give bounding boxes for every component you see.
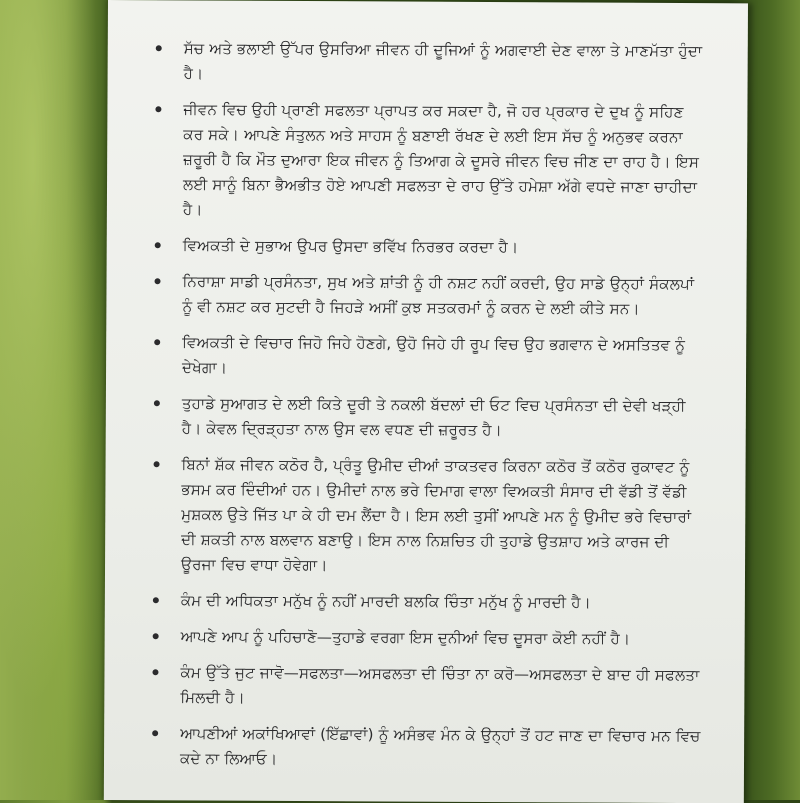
bullet-icon bbox=[153, 597, 159, 603]
bullet-icon bbox=[154, 339, 160, 345]
list-item bbox=[145, 588, 705, 616]
list-item bbox=[146, 391, 706, 444]
book-page bbox=[104, 0, 748, 803]
item-text: ਜੀਵਨ ਵਿਚ ਉਹੀ ਪ੍ਰਾਣੀ ਸਫਲਤਾ ਪ੍ਰਾਪਤ ਕਰ ਸਕਦਾ ਹੈ, ਜੋ ਹਰ ਪ੍ਰਕਾਰ ਦੇ ਦੁਖ ਨੂੰ ਸਹਿਣ ਕਰ ਸਕੇ। ਆਪਣੇ ਸੰਤੁਲਨ ਅਤੇ ਸਾਹਸ ਨੂੰ ਬਣਾਈ ਰੱਖਣ ਦੇ ਲਈ ਇਸ ਸੱਚ ਨੂੰ ਅਨੁਭਵ ਕਰਨਾ ਜ਼ਰੂਰੀ ਹੈ ਕਿ ਮੌਤ ਦੁਆਰਾ ਇਕ ਜੀਵਨ ਨੂੰ ਤਿਆਗ ਕੇ ਦੂਸਰੇ ਜੀਵਨ ਵਿਚ ਜੀਣ ਦਾ ਰਾਹ ਹੈ। ਇਸ ਲਈ ਸਾਨੂੰ ਬਿਨਾ ਭੈਅਭੀਤ ਹੋਏ ਆਪਣੀ ਸਫਲਤਾ ਦੇ ਰਾਹ ਉੱਤੇ ਹਮੇਸ਼ਾ ਅੱਗੇ ਵਧਦੇ ਜਾਣਾ ਚਾਹੀਦਾ ਹੈ। bbox=[182, 100, 700, 219]
list-item bbox=[147, 233, 707, 261]
item-text: ਸੱਚ ਅਤੇ ਭਲਾਈ ਉੱਪਰ ਉਸਰਿਆ ਜੀਵਨ ਹੀ ਦੂਜਿਆਂ ਨੂੰ ਅਗਵਾਈ ਦੇਣ ਵਾਲਾ ਤੇ ਮਾਣਮੱਤਾ ਹੁੰਦਾ ਹੈ। bbox=[183, 39, 703, 83]
item-text: ਵਿਅਕਤੀ ਦੇ ਵਿਚਾਰ ਜਿਹੋ ਜਿਹੇ ਹੋਣਗੇ, ਉਹੋ ਜਿਹੇ ਹੀ ਰੂਪ ਵਿਚ ਉਹ ਭਗਵਾਨ ਦੇ ਅਸਤਿਤਵ ਨੂੰ ਦੇਖੇਗਾ। bbox=[182, 333, 686, 377]
bullet-icon bbox=[154, 400, 160, 406]
item-text: ਆਪਣੇ ਆਪ ਨੂੰ ਪਹਿਚਾਣੋ—ਤੁਹਾਡੇ ਵਰਗਾ ਇਸ ਦੁਨੀਆਂ ਵਿਚ ਦੂਸਰਾ ਕੋਈ ਨਹੀਂ ਹੈ। bbox=[180, 627, 631, 648]
list-item bbox=[146, 330, 706, 383]
bullet-icon bbox=[154, 461, 160, 467]
item-text: ਵਿਅਕਤੀ ਦੇ ਸੁਭਾਅ ਉਪਰ ਉਸਦਾ ਭਵਿੱਖ ਨਿਰਭਰ ਕਰਦਾ ਹੈ। bbox=[182, 236, 519, 257]
list-item bbox=[147, 97, 708, 225]
list-item bbox=[146, 269, 706, 322]
bullet-icon bbox=[156, 45, 162, 51]
list-item bbox=[145, 624, 705, 652]
grass-background-left bbox=[0, 0, 110, 800]
bullet-icon bbox=[152, 730, 158, 736]
item-text: ਆਪਣੀਆਂ ਅਕਾਂਖਿਆਵਾਂ (ਇੱਛਾਵਾਂ) ਨੂੰ ਅਸੰਭਵ ਮੰਨ ਕੇ ਉਨ੍ਹਾਂ ਤੋਂ ਹਟ ਜਾਣ ਦਾ ਵਿਚਾਰ ਮਨ ਵਿਚ ਕਦੇ ਨਾ ਲਿਆਓ। bbox=[179, 724, 701, 768]
bullet-icon bbox=[152, 669, 158, 675]
list-item bbox=[145, 452, 706, 580]
list-item bbox=[148, 36, 708, 89]
quote-list bbox=[144, 36, 708, 785]
item-text: ਬਿਨਾਂ ਸ਼ੱਕ ਜੀਵਨ ਕਠੋਰ ਹੈ, ਪ੍ਰੰਤੂ ਉਮੀਦ ਦੀਆਂ ਤਾਕਤਵਰ ਕਿਰਨਾ ਕਠੋਰ ਤੋਂ ਕਠੋਰ ਰੁਕਾਵਟ ਨੂੰ ਭਸਮ ਕਰ ਦਿੰਦੀਆਂ ਹਨ। ਉਮੀਦਾਂ ਨਾਲ ਭਰੇ ਦਿਮਾਗ ਵਾਲਾ ਵਿਅਕਤੀ ਸੰਸਾਰ ਦੀ ਵੱਡੀ ਤੋਂ ਵੱਡੀ ਮੁਸ਼ਕਲ ਉਤੇ ਜਿੱਤ ਪਾ ਕੇ ਹੀ ਦਮ ਲੈਂਦਾ ਹੈ। ਇਸ ਲਈ ਤੁਸੀਂ ਆਪਣੇ ਮਨ ਨੂੰ ਉਮੀਦ ਭਰੇ ਵਿਚਾਰਾਂ ਦੀ ਸ਼ਕਤੀ ਨਾਲ ਬਲਵਾਨ ਬਣਾਉ। ਇਸ ਨਾਲ ਨਿਸ਼ਚਿਤ ਹੀ ਤੁਹਾਡੇ ਉਤਸ਼ਾਹ ਅਤੇ ਕਾਰਜ ਦੀ ਊਰਜਾ ਵਿਚ ਵਾਧਾ ਹੋਵੇਗਾ। bbox=[180, 455, 692, 575]
bullet-icon bbox=[155, 106, 161, 112]
bullet-icon bbox=[155, 242, 161, 248]
bullet-icon bbox=[153, 633, 159, 639]
bullet-icon bbox=[155, 278, 161, 284]
list-item bbox=[144, 660, 704, 713]
item-text: ਤੁਹਾਡੇ ਸੁਆਗਤ ਦੇ ਲਈ ਕਿਤੇ ਦੂਰੀ ਤੇ ਨਕਲੀ ਬੱਦਲਾਂ ਦੀ ਓਟ ਵਿਚ ਪ੍ਰਸੰਨਤਾ ਦੀ ਦੇਵੀ ਖੜ੍ਹੀ ਹੈ। ਕੇਵਲ ਦ੍ਰਿੜ੍ਹਤਾ ਨਾਲ ਉਸ ਵਲ ਵਧਣ ਦੀ ਜ਼ਰੂਰਤ ਹੈ। bbox=[181, 394, 686, 440]
item-text: ਨਿਰਾਸ਼ਾ ਸਾਡੀ ਪ੍ਰਸੰਨਤਾ, ਸੁਖ ਅਤੇ ਸ਼ਾਂਤੀ ਨੂੰ ਹੀ ਨਸ਼ਟ ਨਹੀਂ ਕਰਦੀ, ਉਹ ਸਾਡੇ ਉਨ੍ਹਾਂ ਸੰਕਲਪਾਂ ਨੂੰ ਵੀ ਨਸ਼ਟ ਕਰ ਸੁਟਦੀ ਹੈ ਜਿਹੜੇ ਅਸੀਂ ਕੁਝ ਸਤਕਰਮਾਂ ਨੂੰ ਕਰਨ ਦੇ ਲਈ ਕੀਤੇ ਸਨ। bbox=[182, 272, 695, 318]
list-item bbox=[144, 721, 704, 774]
item-text: ਕੰਮ ਦੀ ਅਧਿਕਤਾ ਮਨੁੱਖ ਨੂੰ ਨਹੀਂ ਮਾਰਦੀ ਬਲਕਿ ਚਿੰਤਾ ਮਨੁੱਖ ਨੂੰ ਮਾਰਦੀ ਹੈ। bbox=[180, 591, 592, 612]
item-text: ਕੰਮ ਉੱਤੇ ਜੁਟ ਜਾਵੋ—ਸਫਲਤਾ—ਅਸਫਲਤਾ ਦੀ ਚਿੰਤਾ ਨਾ ਕਰੋ—ਅਸਫਲਤਾ ਦੇ ਬਾਦ ਹੀ ਸਫਲਤਾ ਮਿਲਦੀ ਹੈ। bbox=[180, 663, 700, 707]
